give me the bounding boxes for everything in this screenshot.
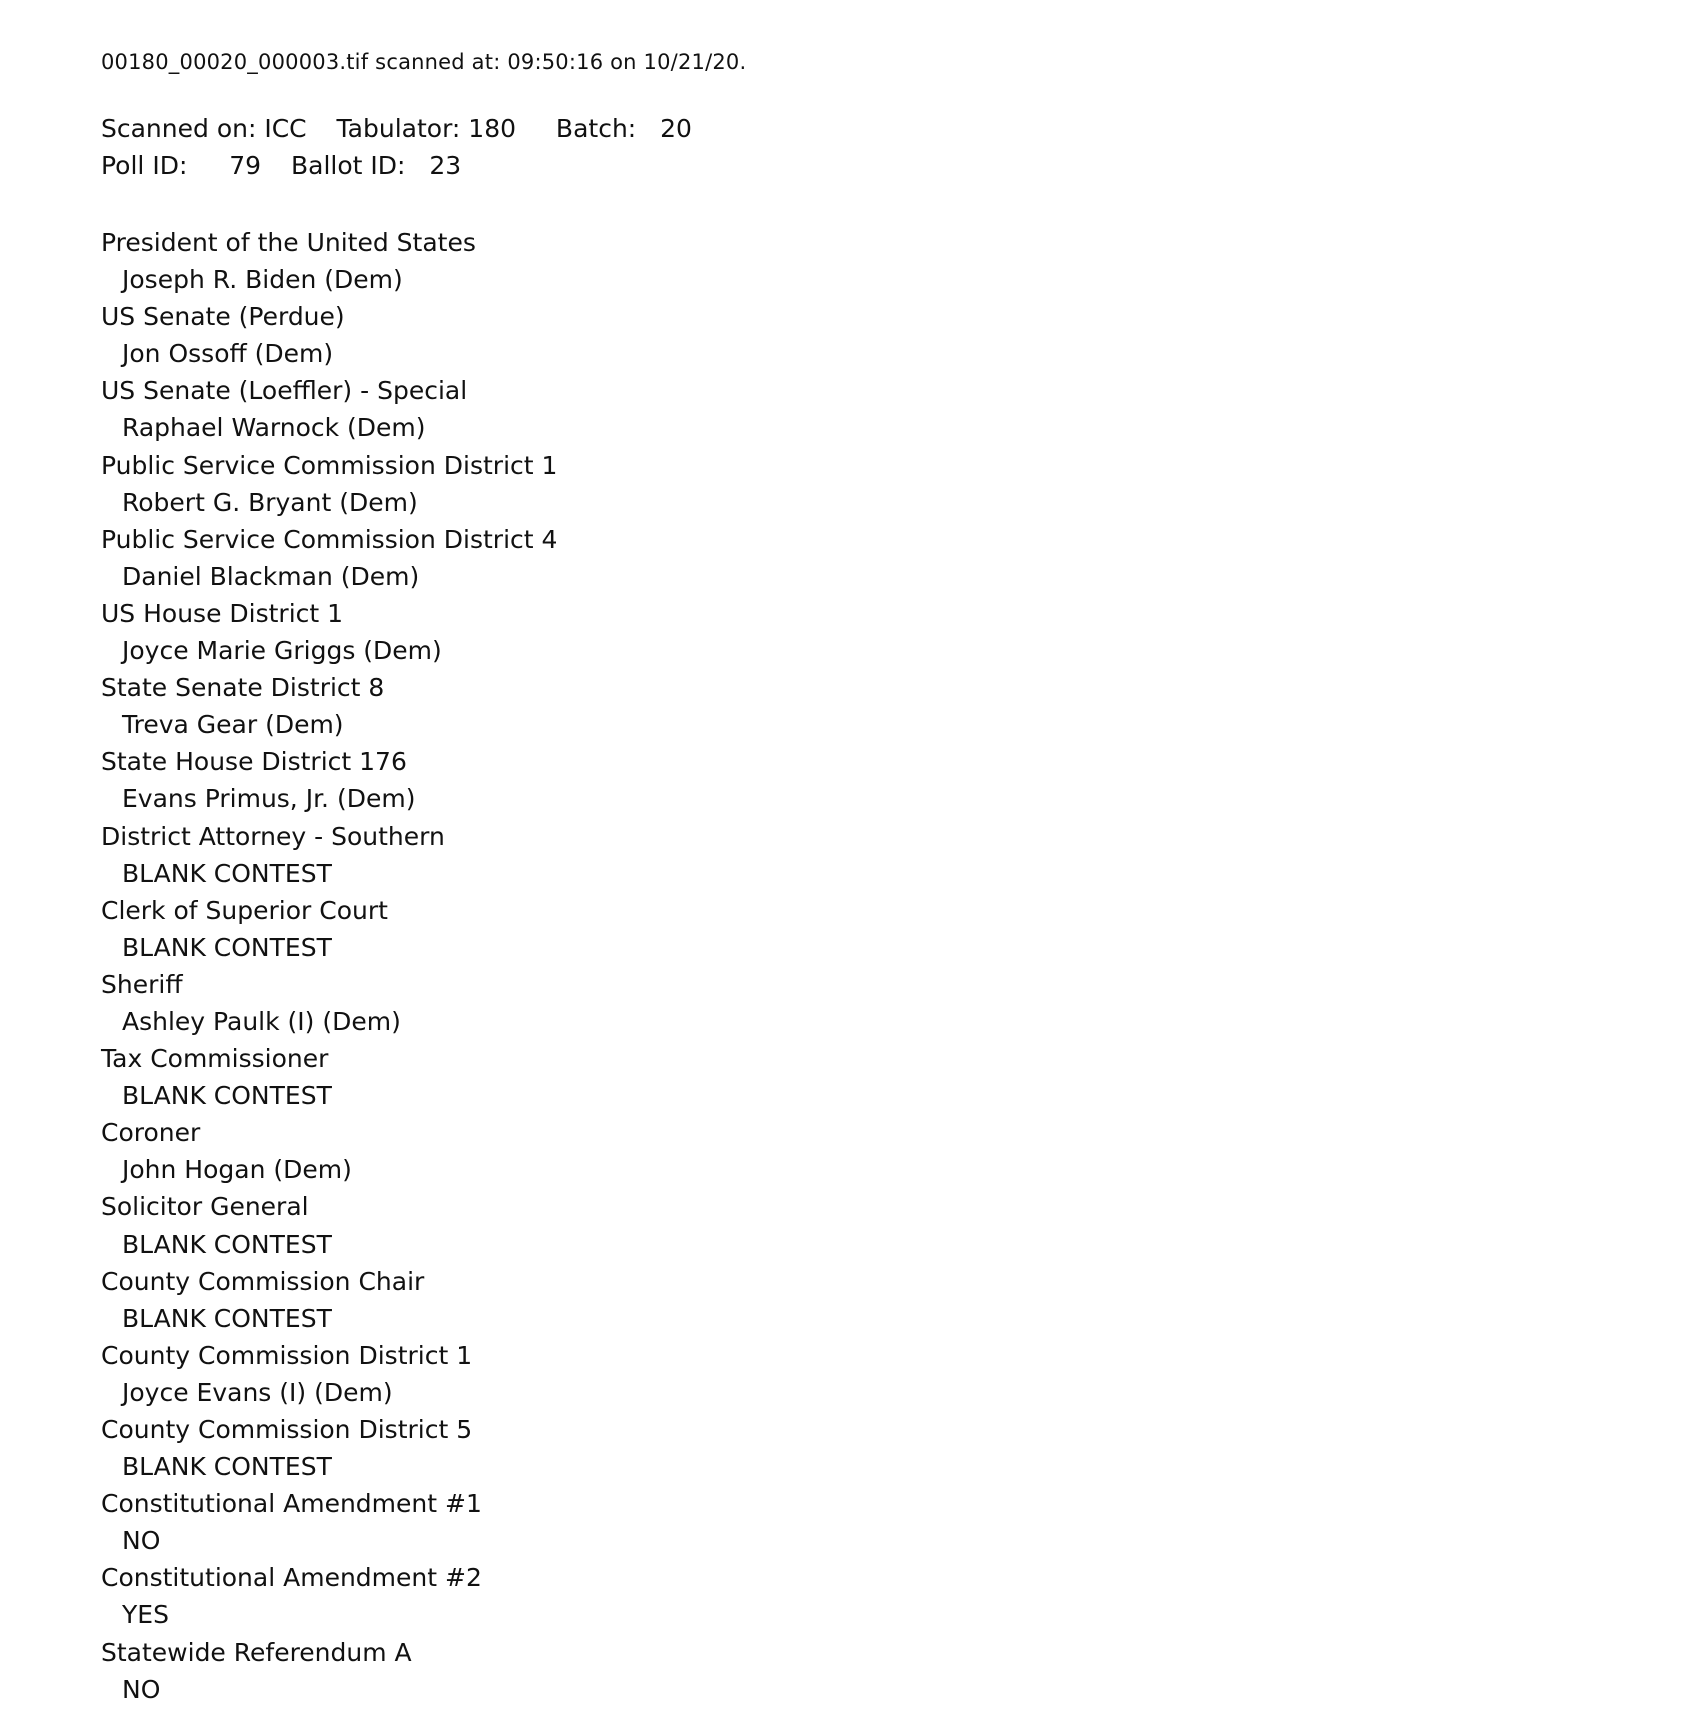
contest-title: Solicitor General xyxy=(101,1192,309,1222)
contest-title: Tax Commissioner xyxy=(101,1044,329,1074)
contest-item xyxy=(101,1559,557,1633)
contest-choice: YES xyxy=(122,1600,169,1630)
ballot-id-value: 23 xyxy=(429,151,462,180)
scanned-on-label: Scanned on: xyxy=(101,114,257,143)
contest-choice: Raphael Warnock (Dem) xyxy=(122,413,426,443)
tabulator-value: 180 xyxy=(468,114,517,143)
contest-item xyxy=(101,1485,557,1559)
contest-title: Statewide Referendum A xyxy=(101,1637,412,1667)
contest-item xyxy=(101,1040,557,1114)
contest-item xyxy=(101,224,557,298)
ballot-id-label: Ballot ID: xyxy=(291,151,406,180)
contest-choice: Joyce Evans (I) (Dem) xyxy=(122,1377,393,1407)
contest-item xyxy=(101,1263,557,1337)
contest-title: US Senate (Perdue) xyxy=(101,302,345,332)
contest-choice: Daniel Blackman (Dem) xyxy=(122,561,420,591)
tabulator-label: Tabulator: xyxy=(336,114,461,143)
contest-choice: Treva Gear (Dem) xyxy=(122,710,344,740)
contest-choice: Evans Primus, Jr. (Dem) xyxy=(122,784,416,814)
contest-item xyxy=(101,669,557,743)
contest-choice: BLANK CONTEST xyxy=(122,858,332,888)
contest-title: US Senate (Loeffler) - Special xyxy=(101,376,468,406)
contest-item xyxy=(101,1411,557,1485)
contest-item xyxy=(101,818,557,892)
contest-list xyxy=(101,224,557,1708)
contest-choice: BLANK CONTEST xyxy=(122,1081,332,1111)
contest-item xyxy=(101,447,557,521)
contest-title: Sheriff xyxy=(101,969,183,999)
contest-choice: Joseph R. Biden (Dem) xyxy=(122,265,403,295)
contest-title: District Attorney - Southern xyxy=(101,821,445,851)
contest-title: State Senate District 8 xyxy=(101,673,385,703)
contest-choice: Robert G. Bryant (Dem) xyxy=(122,487,418,517)
poll-id-label: Poll ID: xyxy=(101,151,188,180)
contest-item xyxy=(101,1114,557,1188)
contest-item xyxy=(101,966,557,1040)
scanned-on-value: ICC xyxy=(264,114,307,143)
batch-value: 20 xyxy=(660,114,692,143)
contest-item xyxy=(101,521,557,595)
contest-title: Constitutional Amendment #2 xyxy=(101,1563,482,1593)
scan-info-line: 00180_00020_000003.tif scanned at: 09:50:16 on 10/21/20. xyxy=(101,50,747,74)
contest-choice: Joyce Marie Griggs (Dem) xyxy=(122,636,442,666)
contest-item xyxy=(101,1188,557,1262)
contest-title: State House District 176 xyxy=(101,747,407,777)
contest-title: Public Service Commission District 1 xyxy=(101,450,558,480)
contest-item xyxy=(101,1634,557,1708)
poll-meta-row xyxy=(101,151,461,180)
contest-item xyxy=(101,743,557,817)
contest-choice: BLANK CONTEST xyxy=(122,1452,332,1482)
batch-label: Batch: xyxy=(555,114,637,143)
poll-id-value: 79 xyxy=(229,151,262,180)
contest-item xyxy=(101,1337,557,1411)
scan-meta-row xyxy=(101,114,692,143)
contest-item xyxy=(101,595,557,669)
contest-title: County Commission District 1 xyxy=(101,1340,473,1370)
contest-item xyxy=(101,892,557,966)
contest-choice: NO xyxy=(122,1674,161,1704)
contest-choice: BLANK CONTEST xyxy=(122,932,332,962)
contest-choice: Jon Ossoff (Dem) xyxy=(122,339,334,369)
contest-title: US House District 1 xyxy=(101,598,344,628)
contest-title: Constitutional Amendment #1 xyxy=(101,1489,482,1519)
contest-item xyxy=(101,372,557,446)
contest-title: President of the United States xyxy=(101,228,476,257)
contest-choice: NO xyxy=(122,1526,161,1556)
contest-choice: BLANK CONTEST xyxy=(122,1229,332,1259)
contest-title: Public Service Commission District 4 xyxy=(101,524,558,554)
contest-title: County Commission District 5 xyxy=(101,1415,473,1444)
contest-choice: Ashley Paulk (I) (Dem) xyxy=(122,1006,401,1036)
contest-choice: John Hogan (Dem) xyxy=(122,1155,352,1185)
contest-item xyxy=(101,298,557,372)
contest-title: County Commission Chair xyxy=(101,1266,425,1296)
contest-choice: BLANK CONTEST xyxy=(122,1303,332,1333)
contest-title: Coroner xyxy=(101,1118,201,1148)
contest-title: Clerk of Superior Court xyxy=(101,895,388,925)
